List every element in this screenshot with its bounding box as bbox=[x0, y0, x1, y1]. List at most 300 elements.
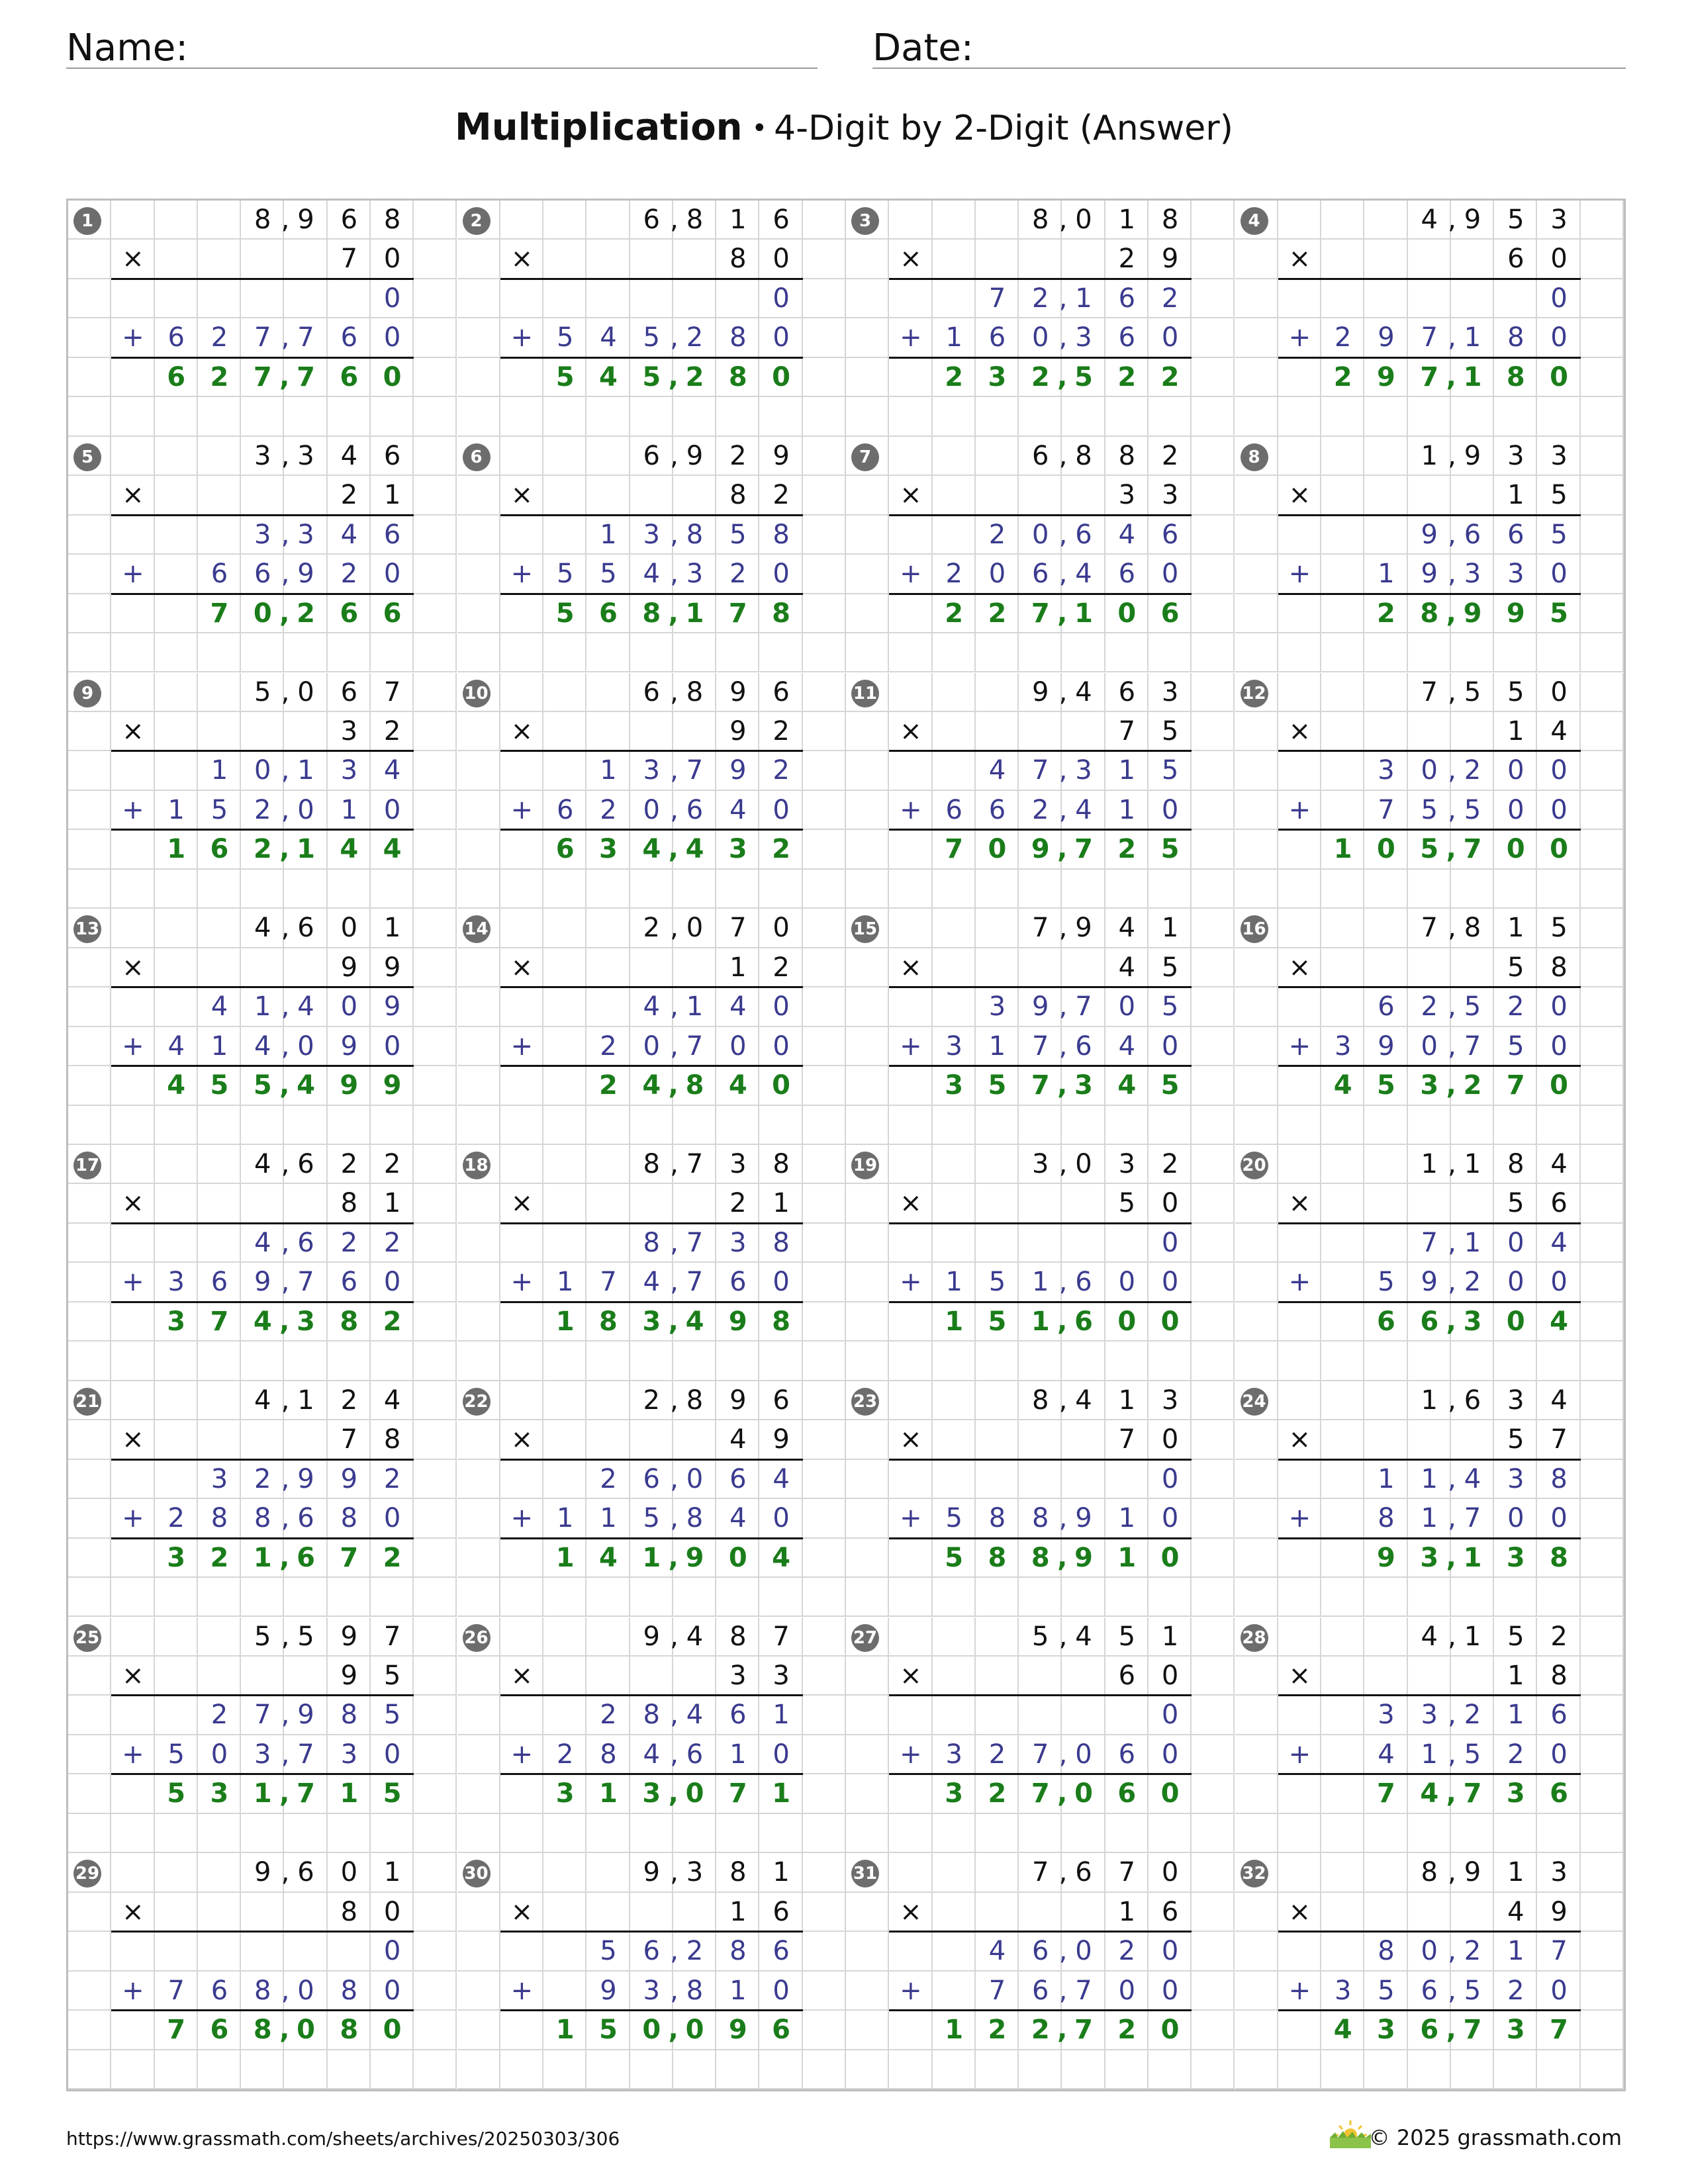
multiplicand-digit: 1 bbox=[383, 1857, 401, 1888]
partial-product-digit: 1 , bbox=[1032, 1267, 1068, 1298]
sum-line bbox=[500, 986, 803, 988]
multiplicand-digit: 4 bbox=[1550, 1385, 1568, 1416]
partial-product-digit: 2 bbox=[1507, 991, 1524, 1023]
answer-digit: 3 bbox=[945, 1070, 964, 1101]
partial-product-digit: 0 bbox=[383, 1267, 401, 1298]
multiplier-digit: 1 bbox=[729, 952, 747, 983]
answer-digit: 0 bbox=[1377, 834, 1395, 865]
partial-product-digit: 5 bbox=[988, 1267, 1006, 1298]
partial-product-digit: 1 bbox=[729, 1975, 747, 2006]
multiplicand-digit: 5 , bbox=[1032, 1621, 1068, 1652]
multiplier-digit: 4 bbox=[1550, 715, 1568, 747]
partial-product-digit: 4 , bbox=[254, 1030, 290, 1062]
answer-digit: 0 bbox=[1074, 1778, 1093, 1809]
partial-product-digit: 3 bbox=[167, 1267, 185, 1298]
multiplicand-digit: 9 , bbox=[643, 1857, 679, 1888]
partial-product-digit: 6 bbox=[167, 322, 185, 353]
multiplicand-digit: 0 bbox=[1075, 205, 1092, 235]
answer-digit: 1 bbox=[1074, 598, 1093, 629]
sum-line bbox=[500, 514, 803, 516]
times-sign: × bbox=[1288, 480, 1311, 511]
footer-copyright: © 2025 grassmath.com bbox=[1368, 2125, 1622, 2150]
partial-product-digit: 5 , bbox=[643, 322, 679, 353]
partial-product-digit: 6 , bbox=[643, 1936, 679, 1967]
partial-product-digit: 9 bbox=[729, 755, 747, 786]
partial-product-digit: 0 bbox=[1161, 794, 1179, 825]
partial-product-digit: 4 bbox=[211, 991, 228, 1023]
problem-number: 15 bbox=[851, 915, 879, 943]
partial-product-digit: 0 bbox=[1118, 1975, 1136, 2006]
answer-digit: 4 bbox=[685, 1306, 704, 1337]
answer-digit: 2 bbox=[945, 598, 964, 629]
answer-digit: 5 bbox=[167, 1778, 186, 1809]
plus-sign: + bbox=[900, 1030, 922, 1062]
problem bbox=[1235, 1617, 1625, 1854]
answer-digit: 4 , bbox=[1420, 1778, 1456, 1809]
problem bbox=[846, 1381, 1236, 1618]
multiplicand-digit: 6 bbox=[340, 205, 358, 235]
partial-product-digit: 6 bbox=[1118, 559, 1136, 590]
sum-line bbox=[111, 357, 414, 359]
answer-digit: 2 bbox=[1117, 361, 1137, 392]
answer-digit: 5 bbox=[383, 1778, 402, 1809]
answer-digit: 4 bbox=[772, 1542, 790, 1573]
multiplicand-digit: 8 bbox=[1161, 205, 1179, 235]
multiplicand-digit: 7 , bbox=[1421, 676, 1456, 707]
sum-line bbox=[500, 593, 803, 595]
multiplier-digit: 9 bbox=[383, 952, 401, 983]
partial-product-digit: 8 bbox=[340, 1975, 358, 2006]
answer-digit: 9 bbox=[1377, 361, 1395, 392]
partial-product-digit: 2 bbox=[1464, 1936, 1481, 1967]
partial-product-digit: 5 bbox=[1464, 1739, 1481, 1770]
times-sign: × bbox=[510, 480, 534, 511]
partial-product-digit: 0 bbox=[1075, 1739, 1092, 1770]
answer-digit: 1 , bbox=[253, 1778, 290, 1809]
multiplier-digit: 7 bbox=[1118, 1424, 1136, 1455]
partial-product-digit: 5 bbox=[600, 559, 617, 590]
problem-number: 32 bbox=[1241, 1860, 1268, 1888]
answer-digit: 3 bbox=[599, 834, 618, 865]
problem bbox=[457, 1145, 847, 1382]
sum-line bbox=[1278, 1773, 1581, 1775]
sum-line bbox=[500, 1537, 803, 1539]
partial-product-digit: 0 , bbox=[1032, 519, 1068, 550]
partial-product-digit: 3 bbox=[729, 1227, 747, 1258]
answer-digit: 3 bbox=[1463, 1306, 1482, 1337]
multiplicand-digit: 9 bbox=[729, 676, 747, 707]
problem bbox=[1235, 1853, 1625, 2090]
answer-digit: 7 bbox=[1463, 834, 1482, 865]
partial-product-digit: 0 bbox=[773, 794, 790, 825]
partial-product-digit: 0 bbox=[1507, 794, 1524, 825]
multiplier-digit: 3 bbox=[773, 1660, 790, 1691]
partial-product-digit: 6 bbox=[340, 322, 358, 353]
problem-number: 5 bbox=[73, 443, 101, 471]
answer-digit: 1 bbox=[945, 2015, 964, 2046]
answer-digit: 5 bbox=[599, 2015, 618, 2046]
problem bbox=[68, 909, 458, 1146]
multiplicand-digit: 1 bbox=[1507, 913, 1524, 944]
answer-digit: 0 bbox=[685, 1778, 704, 1809]
answer-digit: 6 bbox=[1550, 1778, 1568, 1809]
multiplier-digit: 8 bbox=[729, 244, 747, 275]
problem bbox=[846, 909, 1236, 1146]
partial-product-digit: 3 , bbox=[254, 519, 290, 550]
partial-product-digit: 1 bbox=[211, 1030, 228, 1062]
partial-product-digit: 2 bbox=[988, 1739, 1006, 1770]
multiplicand-digit: 2 bbox=[383, 1149, 401, 1179]
multiplier-digit: 4 bbox=[1118, 952, 1136, 983]
multiplicand-digit: 6 bbox=[297, 1857, 314, 1888]
answer-digit: 4 bbox=[340, 834, 359, 865]
partial-product-digit: 0 bbox=[340, 991, 358, 1023]
plus-sign: + bbox=[122, 1030, 144, 1062]
multiplicand-digit: 3 bbox=[1118, 1149, 1136, 1179]
multiplicand-digit: 4 bbox=[1118, 913, 1136, 944]
multiplicand-digit: 4 , bbox=[1421, 205, 1456, 235]
partial-product-digit: 9 , bbox=[1421, 1267, 1456, 1298]
multiplier-digit: 9 bbox=[1161, 244, 1179, 275]
sum-line bbox=[111, 593, 414, 595]
partial-product-digit: 1 bbox=[1464, 322, 1481, 353]
multiplicand-digit: 9 bbox=[1075, 913, 1092, 944]
multiplicand-digit: 1 , bbox=[1421, 1149, 1456, 1179]
partial-product-digit: 0 bbox=[383, 283, 401, 314]
partial-product-digit: 8 bbox=[211, 1503, 228, 1534]
name-field[interactable] bbox=[66, 68, 818, 69]
partial-product-digit: 7 , bbox=[1421, 322, 1456, 353]
partial-product-digit: 0 bbox=[383, 1503, 401, 1534]
partial-product-digit: 8 bbox=[773, 519, 790, 550]
answer-digit: 7 , bbox=[1031, 598, 1068, 629]
partial-product-digit: 7 bbox=[988, 283, 1006, 314]
partial-product-digit: 0 bbox=[1507, 755, 1524, 786]
partial-product-digit: 7 bbox=[167, 1975, 185, 2006]
partial-product-digit: 3 bbox=[945, 1739, 962, 1770]
partial-product-digit: 0 bbox=[1507, 1503, 1524, 1534]
partial-product-digit: 0 bbox=[1550, 1975, 1568, 2006]
sum-line bbox=[111, 1537, 414, 1539]
answer-digit: 0 bbox=[988, 834, 1007, 865]
partial-product-digit: 1 bbox=[1507, 1700, 1524, 1731]
sum-line bbox=[111, 1931, 414, 1933]
sum-line bbox=[1278, 278, 1581, 280]
multiplier-digit: 7 bbox=[340, 1424, 358, 1455]
multiplicand-digit: 8 bbox=[729, 1621, 747, 1652]
problem-number: 19 bbox=[851, 1152, 879, 1179]
partial-product-digit: 6 bbox=[340, 1267, 358, 1298]
sum-line bbox=[500, 1773, 803, 1775]
partial-product-digit: 6 bbox=[211, 559, 228, 590]
answer-digit: 4 , bbox=[642, 834, 679, 865]
answer-digit: 5 bbox=[1160, 834, 1180, 865]
answer-digit: 7 bbox=[1377, 1778, 1395, 1809]
problem-number: 9 bbox=[73, 680, 101, 707]
partial-product-digit: 2 bbox=[600, 794, 617, 825]
answer-digit: 8 , bbox=[1031, 1542, 1068, 1573]
partial-product-digit: 2 bbox=[686, 322, 704, 353]
answer-digit: 1 bbox=[555, 1306, 575, 1337]
answer-digit: 9 bbox=[728, 2015, 747, 2046]
multiplier-digit: 6 bbox=[773, 1896, 790, 1927]
multiplicand-digit: 5 bbox=[1507, 205, 1524, 235]
sum-line bbox=[111, 829, 414, 831]
answer-digit: 3 bbox=[1377, 2015, 1395, 2046]
partial-product-digit: 6 bbox=[383, 519, 401, 550]
partial-product-digit: 3 bbox=[211, 1463, 228, 1494]
answer-digit: 2 bbox=[1160, 361, 1180, 392]
partial-product-digit: 0 bbox=[1118, 1267, 1136, 1298]
problem bbox=[68, 1617, 458, 1854]
problem bbox=[68, 673, 458, 910]
partial-product-digit: 6 bbox=[1118, 283, 1136, 314]
partial-product-digit: 4 bbox=[1118, 519, 1136, 550]
answer-digit: 9 bbox=[728, 1306, 747, 1337]
partial-product-digit: 7 bbox=[1464, 1030, 1481, 1062]
times-sign: × bbox=[122, 952, 144, 983]
answer-digit: 8 bbox=[988, 1542, 1007, 1573]
partial-product-digit: 3 bbox=[1507, 559, 1524, 590]
answer-digit: 1 , bbox=[253, 1542, 290, 1573]
partial-product-digit: 0 bbox=[1161, 559, 1179, 590]
sum-line bbox=[1278, 986, 1581, 988]
partial-product-digit: 0 bbox=[297, 1030, 314, 1062]
partial-product-digit: 4 bbox=[988, 1936, 1006, 1967]
problem-number: 24 bbox=[1241, 1388, 1268, 1416]
answer-digit: 5 bbox=[1550, 598, 1568, 629]
partial-product-digit: 0 bbox=[383, 1030, 401, 1062]
multiplicand-digit: 6 bbox=[297, 1149, 314, 1179]
times-sign: × bbox=[900, 715, 922, 747]
problem bbox=[457, 201, 847, 437]
problem-number: 31 bbox=[851, 1860, 879, 1888]
partial-product-digit: 8 bbox=[1507, 322, 1524, 353]
problem-number: 22 bbox=[463, 1388, 491, 1416]
sum-line bbox=[889, 593, 1192, 595]
answer-digit: 8 bbox=[340, 2015, 359, 2046]
partial-product-digit: 4 bbox=[729, 991, 747, 1023]
answer-digit: 1 bbox=[555, 2015, 575, 2046]
sum-line bbox=[111, 986, 414, 988]
partial-product-digit: 8 bbox=[1550, 1463, 1568, 1494]
problem-number: 18 bbox=[463, 1152, 491, 1179]
problem bbox=[1235, 437, 1625, 674]
partial-product-digit: 1 , bbox=[1421, 1739, 1456, 1770]
partial-product-digit: 0 bbox=[1550, 322, 1568, 353]
partial-product-digit: 5 bbox=[1378, 1975, 1395, 2006]
multiplicand-digit: 9 , bbox=[643, 1621, 679, 1652]
partial-product-digit: 0 bbox=[773, 1739, 790, 1770]
partial-product-digit: 6 bbox=[729, 1267, 747, 1298]
partial-product-digit: 2 bbox=[383, 1227, 401, 1258]
sum-line bbox=[500, 357, 803, 359]
problem-number: 27 bbox=[851, 1624, 879, 1652]
partial-product-digit: 4 bbox=[729, 1503, 747, 1534]
partial-product-digit: 0 bbox=[1550, 1739, 1568, 1770]
answer-digit: 1 bbox=[167, 834, 186, 865]
partial-product-digit: 1 , bbox=[254, 991, 290, 1023]
partial-product-digit: 6 bbox=[1464, 519, 1481, 550]
multiplier-digit: 6 bbox=[1161, 1896, 1179, 1927]
sum-line bbox=[1278, 750, 1581, 752]
multiplicand-digit: 8 bbox=[1075, 440, 1092, 471]
multiplicand-digit: 9 bbox=[1464, 440, 1481, 471]
partial-product-digit: 7 , bbox=[1032, 1739, 1068, 1770]
times-sign: × bbox=[510, 1424, 534, 1455]
problem-number: 10 bbox=[463, 680, 491, 707]
answer-digit: 2 bbox=[1463, 1070, 1482, 1101]
answer-digit: 0 bbox=[728, 1542, 747, 1573]
partial-product-digit: 9 bbox=[340, 1463, 358, 1494]
answer-digit: 6 bbox=[383, 598, 402, 629]
partial-product-digit: 5 bbox=[945, 1503, 962, 1534]
answer-digit: 2 , bbox=[253, 834, 290, 865]
answer-digit: 1 bbox=[945, 1306, 964, 1337]
answer-digit: 6 bbox=[1117, 1778, 1137, 1809]
problem bbox=[68, 1853, 458, 2090]
multiplicand-digit: 2 , bbox=[643, 913, 679, 944]
partial-product-digit: 3 bbox=[1075, 755, 1092, 786]
multiplicand-digit: 4 , bbox=[254, 1385, 290, 1416]
multiplicand-digit: 2 bbox=[340, 1385, 358, 1416]
answer-digit: 2 bbox=[210, 1542, 229, 1573]
answer-digit: 5 bbox=[988, 1306, 1007, 1337]
multiplicand-digit: 1 bbox=[1161, 913, 1179, 944]
plus-sign: + bbox=[122, 322, 144, 353]
problem-number: 4 bbox=[1241, 207, 1268, 235]
answer-digit: 5 , bbox=[642, 361, 679, 392]
multiplicand-digit: 9 bbox=[1464, 1857, 1481, 1888]
partial-product-digit: 2 bbox=[1464, 1267, 1481, 1298]
multiplicand-digit: 3 bbox=[297, 440, 314, 471]
partial-product-digit: 6 bbox=[297, 1227, 314, 1258]
answer-digit: 4 bbox=[297, 1070, 315, 1101]
partial-product-digit: 0 , bbox=[1421, 1030, 1456, 1062]
answer-digit: 6 bbox=[1377, 1306, 1395, 1337]
answer-digit: 9 bbox=[1463, 598, 1482, 629]
partial-product-digit: 4 bbox=[1118, 1030, 1136, 1062]
multiplicand-digit: 4 bbox=[686, 1621, 704, 1652]
partial-product-digit: 3 , bbox=[643, 519, 679, 550]
problem-number: 1 bbox=[73, 207, 101, 235]
plus-sign: + bbox=[1288, 794, 1311, 825]
multiplier-digit: 9 bbox=[729, 715, 747, 747]
answer-digit: 8 , bbox=[253, 2015, 290, 2046]
answer-digit: 5 , bbox=[1420, 834, 1456, 865]
multiplicand-digit: 3 bbox=[1507, 1385, 1524, 1416]
sum-line bbox=[111, 1773, 414, 1775]
multiplicand-digit: 8 , bbox=[1032, 1385, 1068, 1416]
multiplicand-digit: 2 bbox=[1161, 1149, 1179, 1179]
answer-digit: 3 bbox=[555, 1778, 575, 1809]
times-sign: × bbox=[510, 1896, 534, 1927]
sum-line bbox=[889, 1065, 1192, 1067]
multiplier-digit: 5 bbox=[1118, 1188, 1136, 1219]
partial-product-digit: 0 bbox=[383, 1739, 401, 1770]
partial-product-digit: 3 , bbox=[643, 755, 679, 786]
multiplier-digit: 1 bbox=[729, 1896, 747, 1927]
partial-product-digit: 1 bbox=[1118, 794, 1136, 825]
multiplicand-digit: 6 , bbox=[643, 676, 679, 707]
answer-digit: 6 bbox=[210, 2015, 229, 2046]
sum-line bbox=[111, 1222, 414, 1224]
multiplicand-digit: 5 bbox=[297, 1621, 314, 1652]
plus-sign: + bbox=[900, 1267, 922, 1298]
answer-digit: 9 bbox=[685, 1542, 704, 1573]
partial-product-digit: 0 bbox=[383, 1936, 401, 1967]
partial-product-digit: 4 bbox=[1378, 1739, 1395, 1770]
partial-product-digit: 8 bbox=[686, 1503, 704, 1534]
multiplicand-digit: 5 bbox=[1507, 676, 1524, 707]
partial-product-digit: 1 bbox=[556, 1503, 574, 1534]
multiplicand-digit: 8 bbox=[773, 1149, 790, 1179]
multiplicand-digit: 4 , bbox=[254, 1149, 290, 1179]
partial-product-digit: 7 bbox=[1550, 1936, 1568, 1967]
sum-line bbox=[889, 750, 1192, 752]
answer-digit: 4 bbox=[1333, 1070, 1352, 1101]
partial-product-digit: 9 bbox=[383, 991, 401, 1023]
problem-number: 30 bbox=[463, 1860, 491, 1888]
problem bbox=[1235, 1145, 1625, 1382]
partial-product-digit: 0 bbox=[773, 559, 790, 590]
multiplicand-digit: 9 bbox=[686, 440, 704, 471]
answer-digit: 6 , bbox=[1420, 1306, 1456, 1337]
plus-sign: + bbox=[1288, 1267, 1311, 1298]
multiplicand-digit: 3 bbox=[1550, 1857, 1568, 1888]
sum-line bbox=[500, 1222, 803, 1224]
partial-product-digit: 0 bbox=[1550, 283, 1568, 314]
partial-product-digit: 9 bbox=[1378, 322, 1395, 353]
plus-sign: + bbox=[900, 559, 922, 590]
answer-digit: 4 bbox=[1550, 1306, 1568, 1337]
partial-product-digit: 1 bbox=[1378, 559, 1395, 590]
multiplicand-digit: 6 , bbox=[643, 440, 679, 471]
answer-digit: 5 bbox=[1160, 1070, 1180, 1101]
multiplier-digit: 8 bbox=[1550, 1660, 1568, 1691]
partial-product-digit: 0 bbox=[1550, 794, 1568, 825]
partial-product-digit: 8 , bbox=[643, 1700, 679, 1731]
partial-product-digit: 7 bbox=[686, 1267, 704, 1298]
multiplicand-digit: 0 bbox=[297, 676, 314, 707]
sum-line bbox=[500, 1065, 803, 1067]
answer-digit: 3 , bbox=[642, 1778, 679, 1809]
date-field[interactable] bbox=[872, 68, 1626, 69]
times-sign: × bbox=[900, 480, 922, 511]
partial-product-digit: 0 bbox=[729, 1030, 747, 1062]
problem-number: 6 bbox=[463, 443, 491, 471]
answer-digit: 3 bbox=[988, 361, 1007, 392]
partial-product-digit: 2 bbox=[1118, 1936, 1136, 1967]
plus-sign: + bbox=[122, 1975, 144, 2006]
answer-digit: 1 bbox=[340, 1778, 359, 1809]
partial-product-digit: 3 , bbox=[254, 1739, 290, 1770]
answer-digit: 4 bbox=[383, 834, 402, 865]
partial-product-digit: 6 bbox=[1507, 519, 1524, 550]
partial-product-digit: 0 bbox=[1075, 1936, 1092, 1967]
answer-digit: 5 bbox=[555, 598, 575, 629]
times-sign: × bbox=[900, 1188, 922, 1219]
partial-product-digit: 0 bbox=[1550, 991, 1568, 1023]
times-sign: × bbox=[1288, 1188, 1311, 1219]
answer-digit: 5 bbox=[1377, 1070, 1395, 1101]
multiplicand-digit: 5 , bbox=[254, 676, 290, 707]
problem bbox=[1235, 201, 1625, 437]
answer-digit: 2 bbox=[988, 598, 1007, 629]
sum-line bbox=[889, 986, 1192, 988]
partial-product-digit: 0 bbox=[1161, 1463, 1179, 1494]
answer-digit: 1 , bbox=[1031, 1306, 1068, 1337]
